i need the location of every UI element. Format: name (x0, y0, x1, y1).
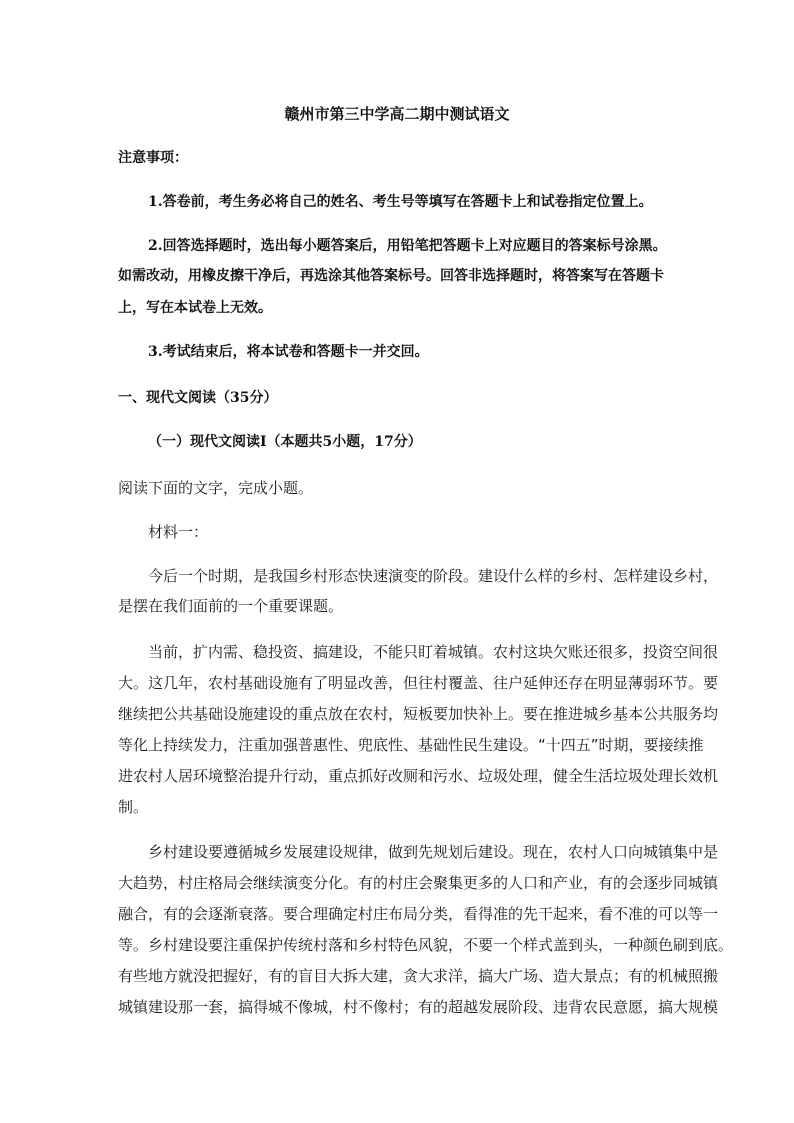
paragraph-line: 当前，扩内需、稳投资、搞建设，不能只盯着城镇。农村这块欠账还很多，投资空间很 (148, 643, 719, 661)
notice-item: 如需改动，用橡皮擦干净后，再选涂其他答案标号。回答非选择题时，将答案写在答题卡 (118, 268, 664, 284)
material-label: 材料一： (148, 523, 209, 541)
notice-item: 1.答卷前，考生务必将自己的姓名、考生号等填写在答题卡上和试卷指定位置上。 (148, 194, 653, 210)
paragraph-line: 乡村建设要遵循城乡发展建设规律，做到先规划后建设。现在，农村人口向城镇集中是 (148, 843, 719, 861)
paragraph-line: 今后一个时期，是我国乡村形态快速演变的阶段。建设什么样的乡村、怎样建设乡村， (148, 567, 719, 585)
paragraph-line: 城镇建设那一套，搞得城不像城，村不像村；有的超越发展阶段、违背农民意愿，搞大规模 (118, 998, 719, 1016)
paragraph-line: 大。这几年，农村基础设施有了明显改善，但往村覆盖、往户延伸还存在明显薄弱环节。要 (118, 674, 719, 692)
document-title: 赣州市第三中学高二期中测试语文 (284, 105, 510, 123)
notice-item: 上，写在本试卷上无效。 (118, 300, 272, 316)
paragraph-line: 是摆在我们面前的一个重要课题。 (118, 597, 344, 615)
paragraph-line: 等化上持续发力，注重加强普惠性、兜底性、基础性民生建设。“十四五”时期，要接续推 (118, 736, 704, 754)
paragraph-line: 有些地方就没把握好，有的盲目大拆大建，贪大求洋，搞大广场、造大景点；有的机械照搬 (118, 967, 719, 985)
paragraph-line: 继续把公共基础设施建设的重点放在农村，短板要加快补上。要在推进城乡基本公共服务均 (118, 705, 719, 723)
notice-item: 3.考试结束后，将本试卷和答题卡一并交回。 (148, 344, 429, 360)
notice-item: 2.回答选择题时，选出每小题答案后，用铅笔把答题卡上对应题目的答案标号涂黑。 (148, 238, 667, 254)
paragraph-line: 大趋势，村庄格局会继续演变分化。有的村庄会聚集更多的人口和产业，有的会逐步同城镇 (118, 874, 719, 892)
notice-heading: 注意事项： (118, 150, 188, 166)
section-heading: 一、现代文阅读（35分） (118, 390, 278, 406)
paragraph-line: 制。 (118, 798, 149, 816)
paragraph-line: 等。乡村建设要注重保护传统村落和乡村特色风貌，不要一个样式盖到头，一种颜色刷到底。 (118, 936, 734, 954)
instruction-text: 阅读下面的文字，完成小题。 (118, 479, 314, 497)
paragraph-line: 进农村人居环境整治提升行动，重点抓好改厕和污水、垃圾处理，健全生活垃圾处理长效机 (118, 767, 719, 785)
subsection-heading: （一）现代文阅读Ⅰ（本题共5小题，17分） (148, 434, 422, 450)
paragraph-line: 融合，有的会逐渐衰落。要合理确定村庄布局分类，看得准的先干起来，看不准的可以等一 (118, 905, 719, 923)
